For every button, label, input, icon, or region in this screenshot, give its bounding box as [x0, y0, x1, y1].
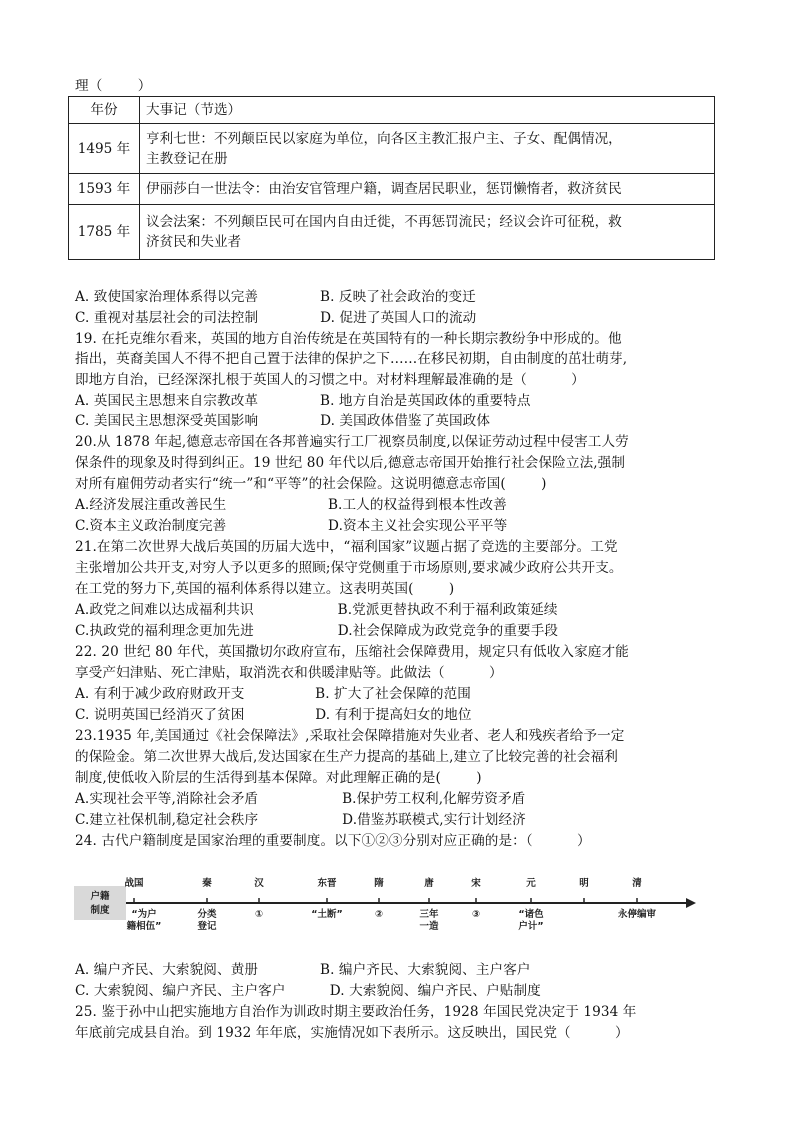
timeline-item: ① [254, 909, 264, 920]
timeline-label: 制度 [90, 905, 110, 916]
header-events: 大事记（节选） [140, 97, 715, 124]
q21-option-cd: C.执政党的福利理念更加先进 D.社会保障成为政党竞争的重要手段 [75, 623, 559, 639]
q24-stem: 24. 古代户籍制度是国家治理的重要制度。以下①②③分别对应正确的是：（ ） [75, 833, 591, 849]
table-row [69, 124, 715, 174]
q20-stem: 20.从 1878 年起,德意志帝国在各邦普遍实行工厂视察员制度,以保证劳动过程中侵害工人劳 [75, 434, 629, 450]
timeline-item: 户计” [518, 921, 544, 932]
row-event [140, 205, 715, 260]
q19-stem: 19. 在托克维尔看来，英国的地方自治传统是在英国特有的一种长期宗教纷争中形成的。他 [75, 331, 622, 347]
q23-option-cd: C.建立社保机制,稳定社会秩序 D.借鉴苏联模式,实行计划经济 [75, 812, 526, 828]
timeline-item: ③ [471, 909, 481, 920]
q22-option-ab: A. 有利于减少政府财政开支 B. 扩大了社会保障的范围 [75, 686, 471, 702]
q25-stem: 年底前完成县自治。到 1932 年年底，实施情况如下表所示。这反映出，国民党（ ） [75, 1025, 629, 1041]
dynasty-label: 清 [632, 878, 642, 889]
q22-stem: 享受产妇津贴、死亡津贴，取消洗衣和供暖津贴等。此做法（ ） [75, 665, 503, 681]
q20-stem: 保条件的现象及时得到纠正。19 世纪 80 年代以后,德意志帝国开始推行社会保险立法,强制 [75, 455, 626, 471]
timeline-item: 籍相伍” [126, 921, 162, 932]
dynasty-label: 元 [526, 878, 536, 889]
row-event [140, 124, 715, 174]
q23-stem: 制度,使低收入阶层的生活得到基本保障。对此理解正确的是( ) [75, 770, 482, 786]
row-year: 1785 年 [69, 205, 140, 260]
row-event [140, 174, 715, 205]
q24-option-ab: A. 编户齐民、大索貌阅、黄册 B. 编户齐民、大索貌阅、主户客户 [75, 962, 531, 978]
timeline-item: 分类 [197, 909, 217, 920]
table-row [69, 205, 715, 260]
dynasty-label: 唐 [424, 878, 434, 889]
arrow-icon [686, 898, 696, 908]
event-line: 济贫民和失业者 [146, 234, 242, 250]
dynasty-label: 明 [579, 878, 589, 889]
q22-option-cd: C. 说明英国已经消灭了贫困 D. 有利于提高妇女的地位 [75, 707, 472, 723]
q21-stem: 21.在第二次世界大战后英国的历届大选中，“福利国家”议题占据了竞选的主要部分。工党 [75, 539, 618, 555]
header-year: 年份 [69, 97, 140, 124]
timeline-item: 登记 [197, 921, 217, 932]
q21-stem: 主张增加公共开支,对穷人予以更多的照顾;保守党侧重于市场原则,要求减少政府公共开支。 [75, 560, 623, 576]
q22-stem: 22. 20 世纪 80 年代，英国撒切尔政府宣布，压缩社会保障费用，规定只有低收入家庭才能 [75, 644, 629, 660]
q19-stem: 指出，英裔美国人不得不把自己置于法律的保护之下……在移民初期，自由制度的茁壮萌芽, [75, 351, 628, 367]
q21-option-ab: A.政党之间难以达成福利共识 B.党派更替执政不利于福利政策延续 [75, 602, 558, 618]
q19-option-cd: C. 美国民主思想深受英国影响 D. 美国政体借鉴了英国政体 [75, 413, 491, 429]
household-registration-timeline [74, 876, 698, 932]
dynasty-label: 战国 [124, 878, 144, 889]
q20-option-ab: A.经济发展注重改善民生 B.工人的权益得到根本性改善 [75, 497, 507, 513]
row-year: 1495 年 [69, 124, 140, 174]
table-header-row [69, 97, 715, 124]
events-table [68, 96, 715, 260]
event-line: 主教登记在册 [146, 150, 228, 167]
row-year: 1593 年 [69, 174, 140, 205]
q20-stem: 对所有雇佣劳动者实行“统一”和“平等”的社会保险。这说明德意志帝国( ) [75, 476, 547, 492]
q23-stem: 23.1935 年,美国通过《社会保障法》,采取社会保障措施对失业者、老人和残疾者给予一定 [75, 728, 625, 744]
timeline-item: “为户 [131, 909, 157, 920]
q24-option-cd: C. 大索貌阅、编户齐民、主户客户 D. 大索貌阅、编户齐民、户贴制度 [75, 983, 541, 999]
q23-stem: 的保险金。第二次世界大战后,发达国家在生产力提高的基础上,建立了比较完善的社会福利 [75, 749, 618, 765]
timeline-item: “土断” [311, 909, 343, 920]
table-row [69, 174, 715, 205]
timeline-item: 一造 [419, 921, 439, 932]
event-line: 亨利七世：不列颠臣民以家庭为单位，向各区主教汇报户主、子女、配偶情况， [146, 130, 622, 147]
timeline-label: 户籍 [90, 891, 110, 902]
q21-stem: 在工党的努力下,英国的福利体系得以建立。这表明英国( ) [75, 581, 455, 597]
timeline-item: ② [374, 909, 384, 920]
dynasty-label: 宋 [471, 878, 481, 889]
q19-option-ab: A. 英国民主思想来自宗教改革 B. 地方自治是英国政体的重要特点 [75, 393, 531, 409]
q18-option-ab: A. 致使国家治理体系得以完善 B. 反映了社会政治的变迁 [75, 289, 476, 305]
event-line: 议会法案：不列颠臣民可在国内自由迁徙，不再惩罚流民；经议会许可征税，救 [146, 214, 622, 230]
q18-option-cd: C. 重视对基层社会的司法控制 D. 促进了英国人口的流动 [75, 310, 477, 326]
event-line: 伊丽莎白一世法令：由治安官管理户籍，调查居民职业，惩罚懒惰者，救济贫民 [146, 181, 622, 197]
dynasty-label: 汉 [254, 878, 264, 889]
q20-option-cd: C.资本主义政治制度完善 D.资本主义社会实现公平平等 [75, 518, 508, 534]
timeline-item: “诸色 [518, 909, 544, 920]
q18-tail: 理（ ） [75, 78, 152, 94]
q19-stem: 即地方自治，已经深深扎根于英国人的习惯之中。对材料理解最准确的是（ ） [75, 372, 585, 388]
dynasty-label: 东晋 [317, 878, 337, 889]
timeline-item: 永停编审 [617, 909, 657, 920]
q23-option-ab: A.实现社会平等,消除社会矛盾 B.保护劳工权利,化解劳资矛盾 [75, 791, 526, 807]
dynasty-label: 隋 [374, 878, 384, 889]
timeline-item: 三年 [419, 909, 439, 920]
dynasty-label: 秦 [202, 878, 212, 889]
q25-stem: 25. 鉴于孙中山把实施地方自治作为训政时期主要政治任务，1928 年国民党决定于 1934 年 [75, 1004, 637, 1020]
